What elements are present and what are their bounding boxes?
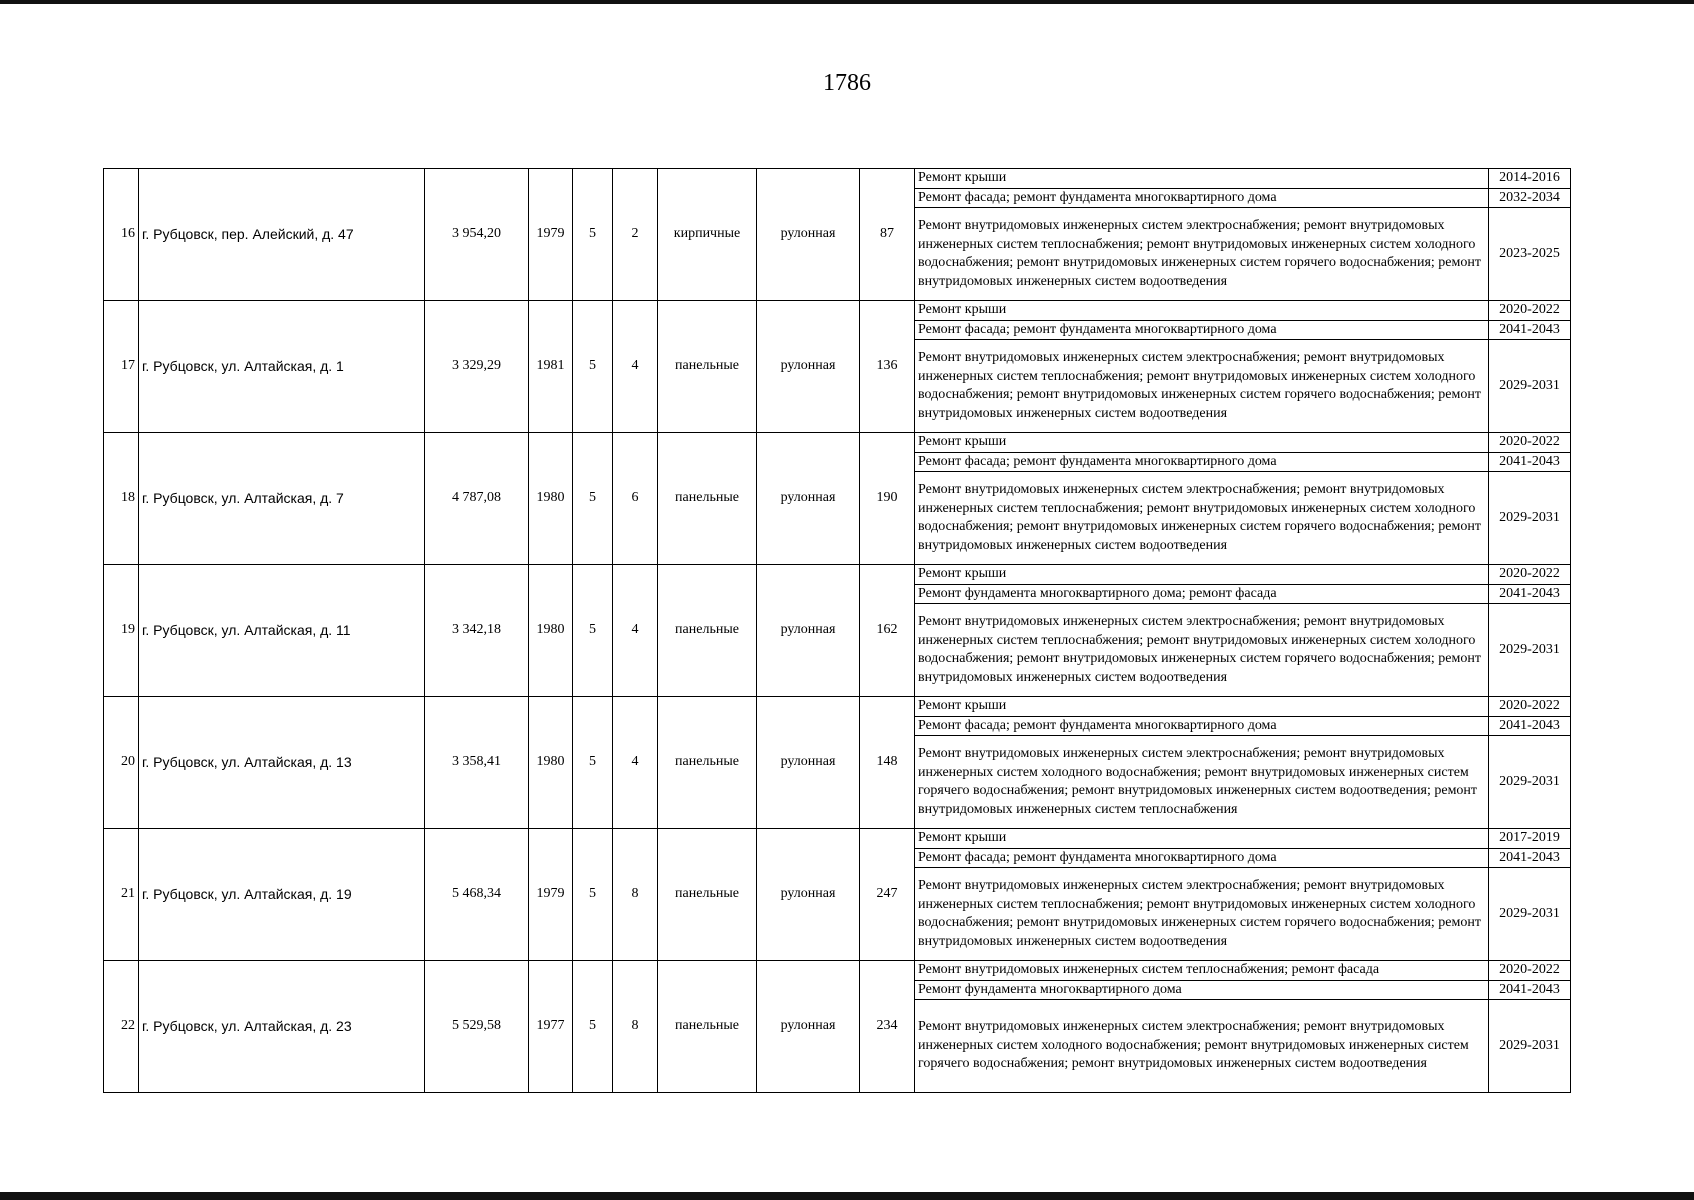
roof-type-cell: рулонная [757,433,860,565]
work-period-cell: 2020-2022 [1489,433,1571,453]
address-cell: г. Рубцовск, ул. Алтайская, д. 1 [139,301,425,433]
table-body [104,169,1571,1093]
floors-cell: 5 [573,697,613,829]
residents-cell: 148 [860,697,915,829]
address-cell: г. Рубцовск, ул. Алтайская, д. 19 [139,829,425,961]
work-period-cell: 2032-2034 [1489,188,1571,208]
work-period-cell: 2020-2022 [1489,697,1571,717]
entrances-cell: 2 [613,169,658,301]
entrances-cell: 6 [613,433,658,565]
roof-type-cell: рулонная [757,697,860,829]
address-cell: г. Рубцовск, пер. Алейский, д. 47 [139,169,425,301]
row-number-cell: 20 [104,697,139,829]
residents-cell: 136 [860,301,915,433]
bottom-scan-border [0,1192,1694,1200]
floors-cell: 5 [573,169,613,301]
area-cell: 3 342,18 [425,565,529,697]
roof-type-cell: рулонная [757,829,860,961]
work-period-cell: 2029-2031 [1489,340,1571,433]
wall-material-cell: панельные [658,433,757,565]
work-period-cell: 2041-2043 [1489,320,1571,340]
work-period-cell: 2023-2025 [1489,208,1571,301]
row-number-cell: 17 [104,301,139,433]
table-row [104,565,1571,585]
work-period-cell: 2041-2043 [1489,716,1571,736]
floors-cell: 5 [573,301,613,433]
floors-cell: 5 [573,829,613,961]
work-type-cell: Ремонт фундамента многоквартирного дома; ремонт фасада [915,584,1489,604]
page-number: 1786 [823,70,871,96]
floors-cell: 5 [573,565,613,697]
residents-cell: 87 [860,169,915,301]
wall-material-cell: кирпичные [658,169,757,301]
address-cell: г. Рубцовск, ул. Алтайская, д. 23 [139,961,425,1093]
address-cell: г. Рубцовск, ул. Алтайская, д. 7 [139,433,425,565]
year-cell: 1980 [529,697,573,829]
wall-material-cell: панельные [658,697,757,829]
work-type-cell: Ремонт фасада; ремонт фундамента многоквартирного дома [915,716,1489,736]
work-type-cell: Ремонт внутридомовых инженерных систем электроснабжения; ремонт внутридомовых инженерных систем холодного водоснабжения; ремонт внутридомовых инженерных систем горячего водоснабжения; ремонт внутридомовых инженерных систем водоотведения; ремонт внутридомовых инженерных систем теплоснабжения [915,736,1489,829]
work-type-cell: Ремонт внутридомовых инженерных систем электроснабжения; ремонт внутридомовых инженерных систем теплоснабжения; ремонт внутридомовых инженерных систем холодного водоснабжения; ремонт внутридомовых инженерных систем горячего водоснабжения; ремонт внутридомовых инженерных систем водоотведения [915,472,1489,565]
repair-schedule-table-wrapper [103,168,1570,1093]
roof-type-cell: рулонная [757,301,860,433]
entrances-cell: 8 [613,961,658,1093]
table-row [104,829,1571,849]
year-cell: 1977 [529,961,573,1093]
work-period-cell: 2029-2031 [1489,1000,1571,1093]
area-cell: 5 529,58 [425,961,529,1093]
entrances-cell: 8 [613,829,658,961]
work-type-cell: Ремонт фасада; ремонт фундамента многоквартирного дома [915,188,1489,208]
work-type-cell: Ремонт крыши [915,565,1489,585]
floors-cell: 5 [573,961,613,1093]
work-type-cell: Ремонт крыши [915,301,1489,321]
work-type-cell: Ремонт внутридомовых инженерных систем электроснабжения; ремонт внутридомовых инженерных систем теплоснабжения; ремонт внутридомовых инженерных систем холодного водоснабжения; ремонт внутридомовых инженерных систем горячего водоснабжения; ремонт внутридомовых инженерных систем водоотведения [915,340,1489,433]
year-cell: 1979 [529,829,573,961]
top-scan-border [0,0,1694,4]
entrances-cell: 4 [613,301,658,433]
address-cell: г. Рубцовск, ул. Алтайская, д. 13 [139,697,425,829]
year-cell: 1981 [529,301,573,433]
work-type-cell: Ремонт фасада; ремонт фундамента многоквартирного дома [915,320,1489,340]
work-type-cell: Ремонт фасада; ремонт фундамента многоквартирного дома [915,848,1489,868]
table-row [104,301,1571,321]
wall-material-cell: панельные [658,301,757,433]
work-period-cell: 2020-2022 [1489,301,1571,321]
wall-material-cell: панельные [658,961,757,1093]
area-cell: 3 358,41 [425,697,529,829]
work-type-cell: Ремонт внутридомовых инженерных систем теплоснабжения; ремонт фасада [915,961,1489,981]
area-cell: 4 787,08 [425,433,529,565]
work-type-cell: Ремонт внутридомовых инженерных систем электроснабжения; ремонт внутридомовых инженерных систем теплоснабжения; ремонт внутридомовых инженерных систем холодного водоснабжения; ремонт внутридомовых инженерных систем горячего водоснабжения; ремонт внутридомовых инженерных систем водоотведения [915,208,1489,301]
year-cell: 1980 [529,433,573,565]
work-period-cell: 2041-2043 [1489,452,1571,472]
work-type-cell: Ремонт крыши [915,169,1489,189]
work-period-cell: 2041-2043 [1489,980,1571,1000]
work-type-cell: Ремонт крыши [915,433,1489,453]
year-cell: 1979 [529,169,573,301]
work-type-cell: Ремонт внутридомовых инженерных систем электроснабжения; ремонт внутридомовых инженерных систем теплоснабжения; ремонт внутридомовых инженерных систем холодного водоснабжения; ремонт внутридомовых инженерных систем горячего водоснабжения; ремонт внутридомовых инженерных систем водоотведения [915,868,1489,961]
work-period-cell: 2017-2019 [1489,829,1571,849]
area-cell: 5 468,34 [425,829,529,961]
row-number-cell: 16 [104,169,139,301]
table-row [104,961,1571,981]
work-period-cell: 2029-2031 [1489,868,1571,961]
entrances-cell: 4 [613,697,658,829]
work-period-cell: 2014-2016 [1489,169,1571,189]
table-row [104,169,1571,189]
work-period-cell: 2020-2022 [1489,565,1571,585]
work-type-cell: Ремонт фундамента многоквартирного дома [915,980,1489,1000]
work-type-cell: Ремонт фасада; ремонт фундамента многоквартирного дома [915,452,1489,472]
floors-cell: 5 [573,433,613,565]
year-cell: 1980 [529,565,573,697]
residents-cell: 162 [860,565,915,697]
roof-type-cell: рулонная [757,961,860,1093]
work-period-cell: 2029-2031 [1489,604,1571,697]
work-period-cell: 2041-2043 [1489,848,1571,868]
area-cell: 3 954,20 [425,169,529,301]
residents-cell: 247 [860,829,915,961]
work-period-cell: 2029-2031 [1489,736,1571,829]
work-type-cell: Ремонт внутридомовых инженерных систем электроснабжения; ремонт внутридомовых инженерных систем холодного водоснабжения; ремонт внутридомовых инженерных систем горячего водоснабжения; ремонт внутридомовых инженерных систем водоотведения [915,1000,1489,1093]
address-cell: г. Рубцовск, ул. Алтайская, д. 11 [139,565,425,697]
roof-type-cell: рулонная [757,169,860,301]
work-period-cell: 2020-2022 [1489,961,1571,981]
row-number-cell: 19 [104,565,139,697]
work-type-cell: Ремонт крыши [915,829,1489,849]
work-period-cell: 2041-2043 [1489,584,1571,604]
row-number-cell: 18 [104,433,139,565]
table-row [104,697,1571,717]
residents-cell: 190 [860,433,915,565]
work-type-cell: Ремонт внутридомовых инженерных систем электроснабжения; ремонт внутридомовых инженерных систем теплоснабжения; ремонт внутридомовых инженерных систем холодного водоснабжения; ремонт внутридомовых инженерных систем горячего водоснабжения; ремонт внутридомовых инженерных систем водоотведения [915,604,1489,697]
entrances-cell: 4 [613,565,658,697]
work-period-cell: 2029-2031 [1489,472,1571,565]
repair-schedule-table [103,168,1571,1093]
area-cell: 3 329,29 [425,301,529,433]
work-type-cell: Ремонт крыши [915,697,1489,717]
wall-material-cell: панельные [658,565,757,697]
roof-type-cell: рулонная [757,565,860,697]
wall-material-cell: панельные [658,829,757,961]
row-number-cell: 22 [104,961,139,1093]
row-number-cell: 21 [104,829,139,961]
table-row [104,433,1571,453]
residents-cell: 234 [860,961,915,1093]
